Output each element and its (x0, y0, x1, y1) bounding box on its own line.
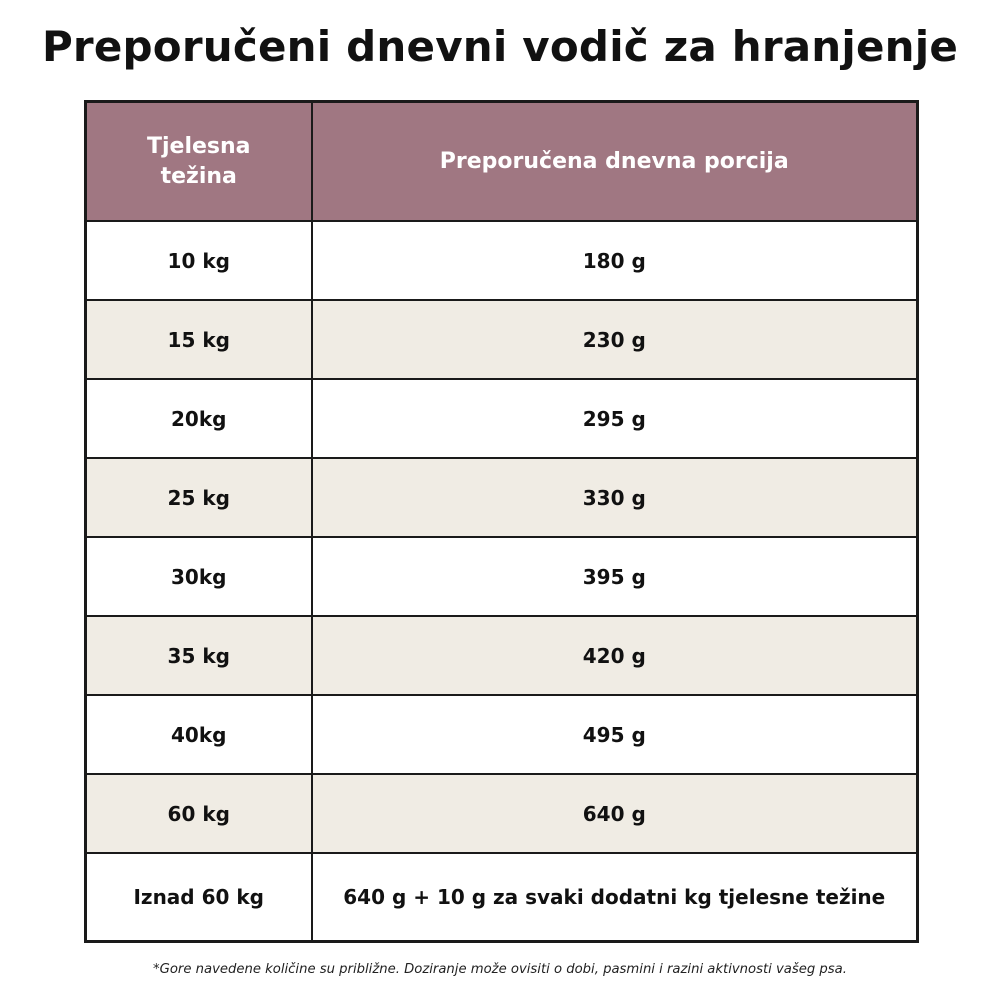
cell-portion: 295 g (312, 379, 918, 458)
header-body-weight (86, 102, 312, 222)
table-row (86, 221, 918, 300)
cell-portion: 330 g (312, 458, 918, 537)
header-body-weight-line1: Tjelesna (146, 133, 251, 159)
header-body-weight-line2: težina (160, 163, 237, 189)
cell-portion: 420 g (312, 616, 918, 695)
table-header-row (86, 102, 918, 222)
cell-portion: 495 g (312, 695, 918, 774)
table-row (86, 853, 918, 942)
cell-weight: 35 kg (86, 616, 312, 695)
cell-weight: 20kg (86, 379, 312, 458)
cell-weight: 10 kg (86, 221, 312, 300)
cell-weight: 25 kg (86, 458, 312, 537)
table-row (86, 616, 918, 695)
cell-portion: 640 g (312, 774, 918, 853)
cell-weight: 15 kg (86, 300, 312, 379)
cell-portion: 180 g (312, 221, 918, 300)
cell-portion: 230 g (312, 300, 918, 379)
cell-weight: 60 kg (86, 774, 312, 853)
footnote: *Gore navedene količine su približne. Doziranje može ovisiti o dobi, pasmini i razini aktivnosti vašeg psa. (153, 962, 847, 977)
cell-weight: Iznad 60 kg (86, 853, 312, 942)
cell-weight: 40kg (86, 695, 312, 774)
table-row (86, 537, 918, 616)
feeding-table (84, 100, 919, 943)
cell-portion: 395 g (312, 537, 918, 616)
cell-portion: 640 g + 10 g za svaki dodatni kg tjelesne težine (312, 853, 918, 942)
table-row (86, 774, 918, 853)
table-row (86, 458, 918, 537)
header-daily-portion: Preporučena dnevna porcija (312, 102, 918, 222)
table-row (86, 695, 918, 774)
cell-weight: 30kg (86, 537, 312, 616)
table-row (86, 300, 918, 379)
page-title: Preporučeni dnevni vodič za hranjenje (41, 22, 959, 71)
table-row (86, 379, 918, 458)
